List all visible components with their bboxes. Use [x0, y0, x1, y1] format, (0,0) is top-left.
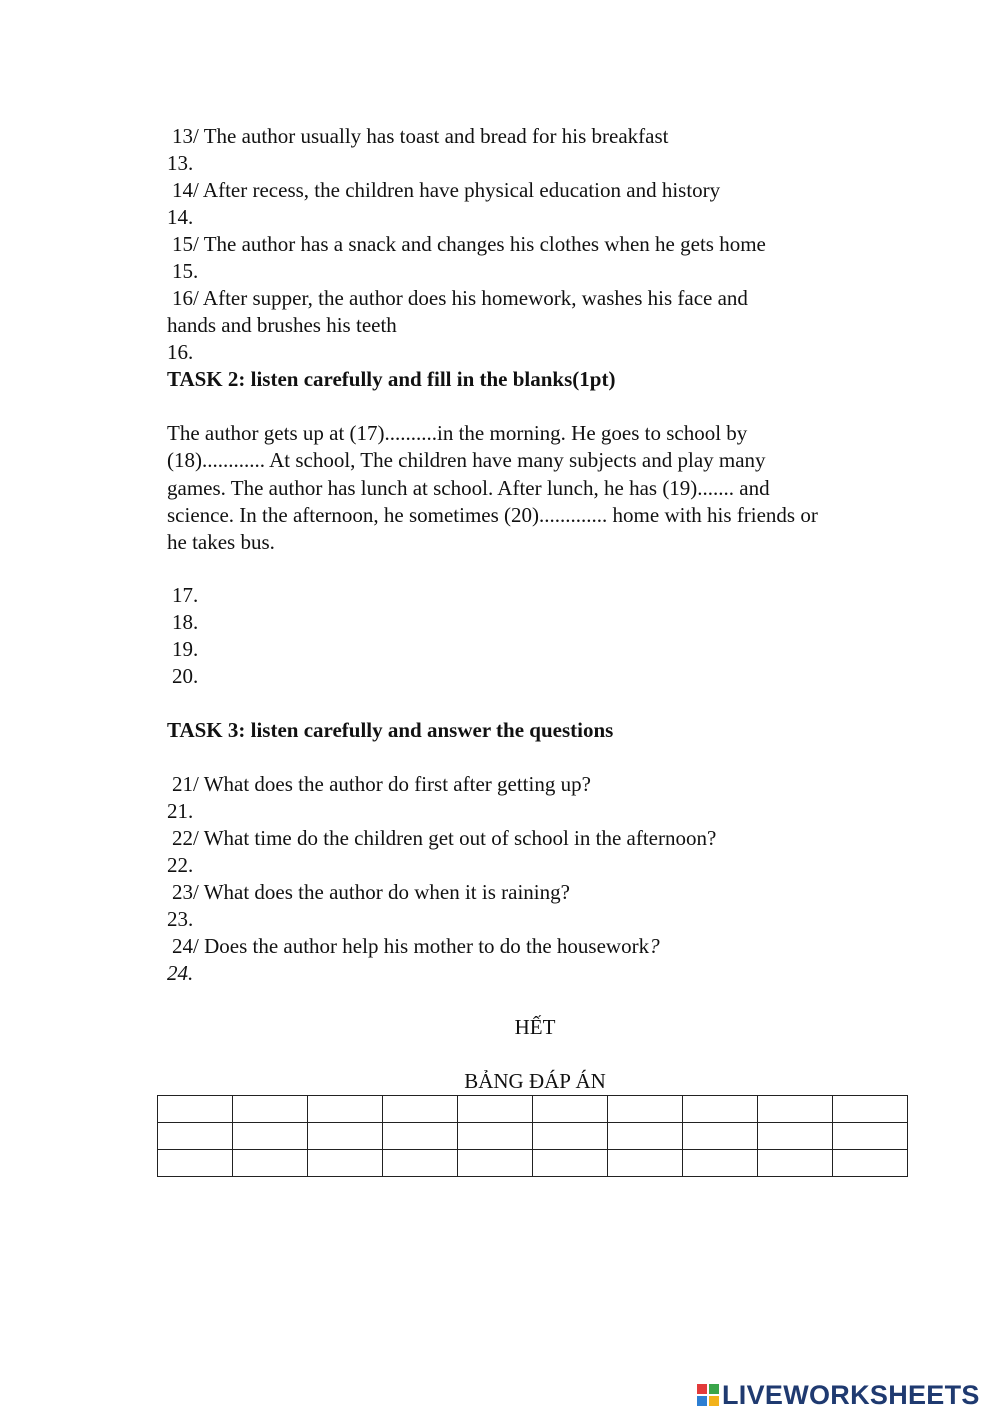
answer-key-table	[157, 1095, 908, 1177]
table-cell	[608, 1150, 683, 1177]
table-cell	[608, 1096, 683, 1123]
task2-heading: TASK 2: listen carefully and fill in the blanks(1pt)	[167, 367, 616, 391]
table-cell	[758, 1150, 833, 1177]
table-cell	[308, 1123, 383, 1150]
table-cell	[533, 1096, 608, 1123]
answer-label-23: 23.	[167, 907, 194, 931]
table-cell	[458, 1096, 533, 1123]
answer-label-19: 19.	[172, 637, 199, 661]
table-cell	[533, 1150, 608, 1177]
table-cell	[308, 1096, 383, 1123]
table-cell	[383, 1096, 458, 1123]
answer-label-22: 22.	[167, 853, 194, 877]
table-cell	[833, 1096, 908, 1123]
answer-label-24: 24.	[167, 961, 194, 985]
task2-paragraph	[167, 420, 907, 556]
table-cell	[608, 1123, 683, 1150]
question-24	[172, 933, 660, 960]
answer-label-13: 13.	[167, 151, 194, 175]
question-14: 14/ After recess, the children have physical education and history	[172, 178, 721, 202]
table-cell	[683, 1096, 758, 1123]
answer-label-20: 20.	[172, 664, 199, 688]
table-cell	[683, 1123, 758, 1150]
paragraph-line: he takes bus.	[167, 530, 275, 555]
table-cell	[308, 1150, 383, 1177]
table-row	[158, 1123, 908, 1150]
table-cell	[233, 1150, 308, 1177]
end-label: HẾT	[514, 1015, 556, 1039]
answer-label-18: 18.	[172, 610, 199, 634]
table-cell	[383, 1123, 458, 1150]
liveworksheets-brand-text: LIVEWORKSHEETS	[722, 1379, 980, 1410]
table-row	[158, 1096, 908, 1123]
table-cell	[158, 1123, 233, 1150]
question-16-line1: 16/ After supper, the author does his homework, washes his face and	[172, 286, 748, 310]
question-16-line2: hands and brushes his teeth	[167, 313, 397, 337]
paragraph-line: (18)............ At school, The children have many subjects and play many	[167, 448, 766, 473]
table-cell	[758, 1096, 833, 1123]
paragraph-line: science. In the afternoon, he sometimes (20)............. home with his friends or	[167, 502, 818, 527]
table-cell	[533, 1123, 608, 1150]
table-cell	[833, 1123, 908, 1150]
table-cell	[683, 1150, 758, 1177]
question-15: 15/ The author has a snack and changes his clothes when he gets home	[172, 232, 766, 256]
liveworksheets-logo-icon	[697, 1384, 719, 1406]
table-cell	[158, 1096, 233, 1123]
question-23: 23/ What does the author do when it is raining?	[172, 880, 570, 904]
question-22: 22/ What time do the children get out of school in the afternoon?	[172, 826, 717, 850]
answer-key-label: BẢNG ĐÁP ÁN	[464, 1069, 606, 1093]
table-cell	[233, 1096, 308, 1123]
table-cell	[758, 1123, 833, 1150]
table-row	[158, 1150, 908, 1177]
question-13: 13/ The author usually has toast and bread for his breakfast	[172, 124, 669, 148]
question-24-mark: ?	[649, 934, 660, 958]
answer-label-17: 17.	[172, 583, 199, 607]
table-cell	[383, 1150, 458, 1177]
paragraph-line: games. The author has lunch at school. After lunch, he has (19)....... and	[167, 475, 770, 500]
paragraph-line: The author gets up at (17)..........in the morning. He goes to school by	[167, 421, 748, 445]
table-cell	[458, 1150, 533, 1177]
task3-heading: TASK 3: listen carefully and answer the questions	[167, 718, 614, 742]
answer-label-15: 15.	[172, 259, 199, 283]
table-cell	[833, 1150, 908, 1177]
table-cell	[158, 1150, 233, 1177]
table-cell	[233, 1123, 308, 1150]
liveworksheets-logo	[697, 1378, 980, 1412]
table-cell	[458, 1123, 533, 1150]
answer-label-14: 14.	[167, 205, 194, 229]
answer-label-21: 21.	[167, 799, 194, 823]
question-24-text: 24/ Does the author help his mother to do the housework	[172, 934, 650, 958]
question-21: 21/ What does the author do first after getting up?	[172, 772, 591, 796]
answer-label-16: 16.	[167, 340, 194, 364]
